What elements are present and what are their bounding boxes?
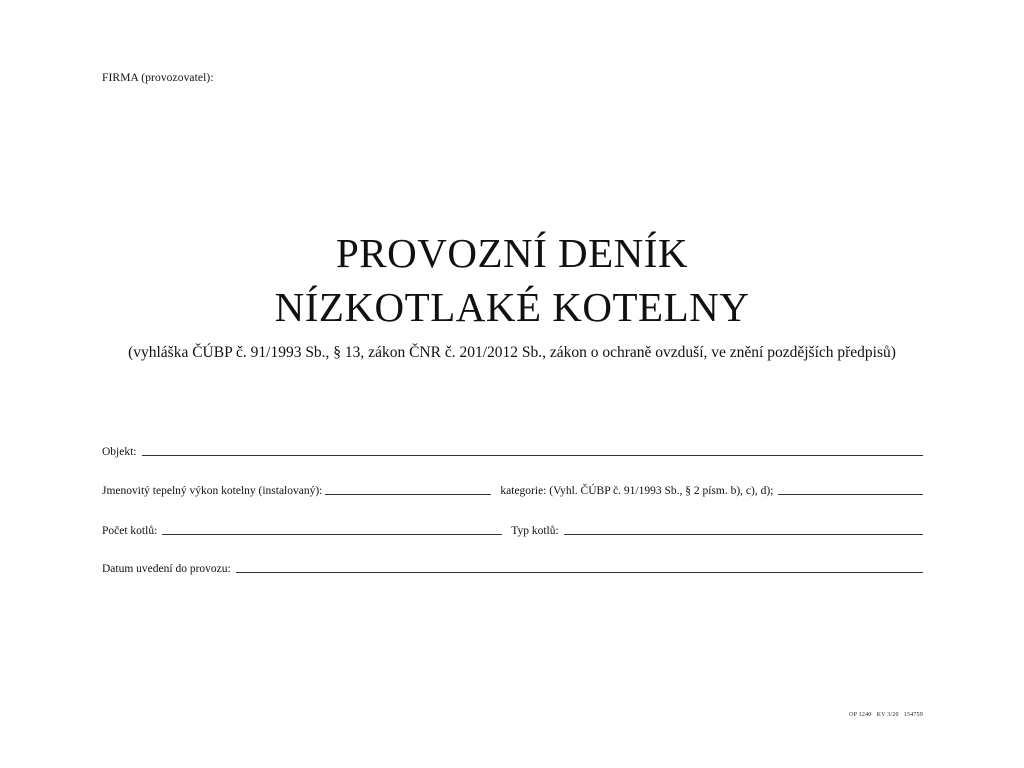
field-row-objekt bbox=[102, 446, 923, 458]
pocet-fill-line bbox=[162, 534, 502, 535]
objekt-fill-line bbox=[142, 455, 924, 456]
field-row-datum bbox=[102, 563, 923, 575]
field-row-vykon bbox=[102, 485, 923, 497]
datum-fill-line bbox=[236, 572, 923, 573]
kategorie-label: kategorie: (Vyhl. ČÚBP č. 91/1993 Sb., § 2 písm. b), c), d); bbox=[500, 485, 774, 497]
title-line-2: NÍZKOTLAKÉ KOTELNY bbox=[274, 284, 750, 330]
objekt-label: Objekt: bbox=[102, 446, 137, 458]
datum-label: Datum uvedení do provozu: bbox=[102, 563, 231, 575]
typ-label: Typ kotlů: bbox=[511, 525, 559, 537]
title-line-1: PROVOZNÍ DENÍK bbox=[335, 230, 689, 276]
pocet-label: Počet kotlů: bbox=[102, 525, 158, 537]
typ-fill-line bbox=[564, 534, 923, 535]
form-code: OP 1240 KV 3/20 154759 bbox=[849, 712, 923, 718]
vykon-label: Jmenovitý tepelný výkon kotelny (instalovaný): bbox=[102, 485, 323, 497]
firm-label: FIRMA (provozovatel): bbox=[102, 72, 214, 84]
kategorie-fill-line bbox=[778, 494, 923, 495]
vykon-fill-line bbox=[325, 494, 491, 495]
legal-reference-subtitle: (vyhláška ČÚBP č. 91/1993 Sb., § 13, zákon ČNR č. 201/2012 Sb., zákon o ochraně ovzduší, ve znění pozdějších předpisů) bbox=[128, 344, 896, 361]
field-row-pocet bbox=[102, 525, 923, 537]
